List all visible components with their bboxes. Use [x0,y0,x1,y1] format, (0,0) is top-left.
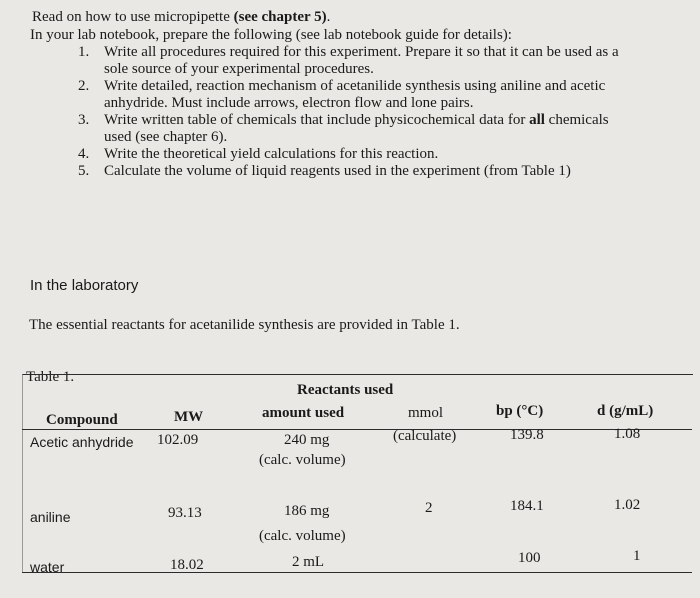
table-cell-mw: 18.02 [170,557,204,573]
list-item: 3. Write written table of chemicals that include physicochemical data for all chemicals used (see chapter 6). [78,112,609,145]
table-cell-amount-note: (calc. volume) [259,452,346,468]
column-header-bp: bp (°C) [496,403,544,419]
column-header-mw: MW [174,409,204,425]
table-cell-compound: water [30,559,65,575]
table-cell-density: 1.02 [614,497,641,513]
list-item: 4. Write the theoretical yield calculations for this reaction. [78,146,439,162]
column-header-density: d (g/mL) [597,403,654,419]
reading-instruction: Read on how to use micropipette (see chapter 5). [32,9,331,25]
instructions-block [32,8,682,180]
list-item: 5. Calculate the volume of liquid reagents used in the experiment (from Table 1) [78,163,571,179]
table-cell-density: 1.08 [614,426,641,442]
table-cell-bp: 139.8 [510,427,544,443]
table-cell-bp: 100 [518,550,541,566]
section-heading: In the laboratory [30,277,139,294]
table-cell-mw: 93.13 [168,505,202,521]
section-paragraph: The essential reactants for acetanilide synthesis are provided in Table 1. [29,317,460,333]
table-caption: Table 1. [26,369,75,385]
reactants-table [22,374,693,573]
table-bottom-border [22,572,692,573]
table-cell-mw: 102.09 [157,432,199,448]
table-cell-bp: 184.1 [510,498,544,514]
table-cell-amount: 2 mL [292,554,325,570]
notebook-instruction: In your lab notebook, prepare the following (see lab notebook guide for details): [30,27,512,43]
table-cell-density: 1 [633,548,641,564]
group-header: Reactants used [297,382,394,398]
header-divider [22,429,692,430]
chapter-reference: (see chapter 5) [233,9,327,25]
task-list [32,44,682,180]
column-header-mmol: mmol [408,405,444,421]
column-header-amount: amount used [262,405,345,421]
list-item: 2. Write detailed, reaction mechanism of acetanilide synthesis using aniline and acetic anhydride. Must include arrows, electron flow and lone pairs. [78,78,606,111]
table-cell-compound: Acetic anhydride [30,434,134,450]
table-cell-amount: 240 mg [284,432,330,448]
table-cell-mmol: 2 [425,500,433,516]
table-cell-amount-note: (calc. volume) [259,528,346,544]
table-cell-mmol: (calculate) [393,428,457,444]
table-cell-compound: aniline [30,509,71,525]
column-header-compound: Compound [46,412,118,428]
table-cell-amount: 186 mg [284,503,330,519]
list-item: 1. Write all procedures required for this experiment. Prepare it so that it can be used as a sole source of your experimental procedures. [78,44,619,77]
